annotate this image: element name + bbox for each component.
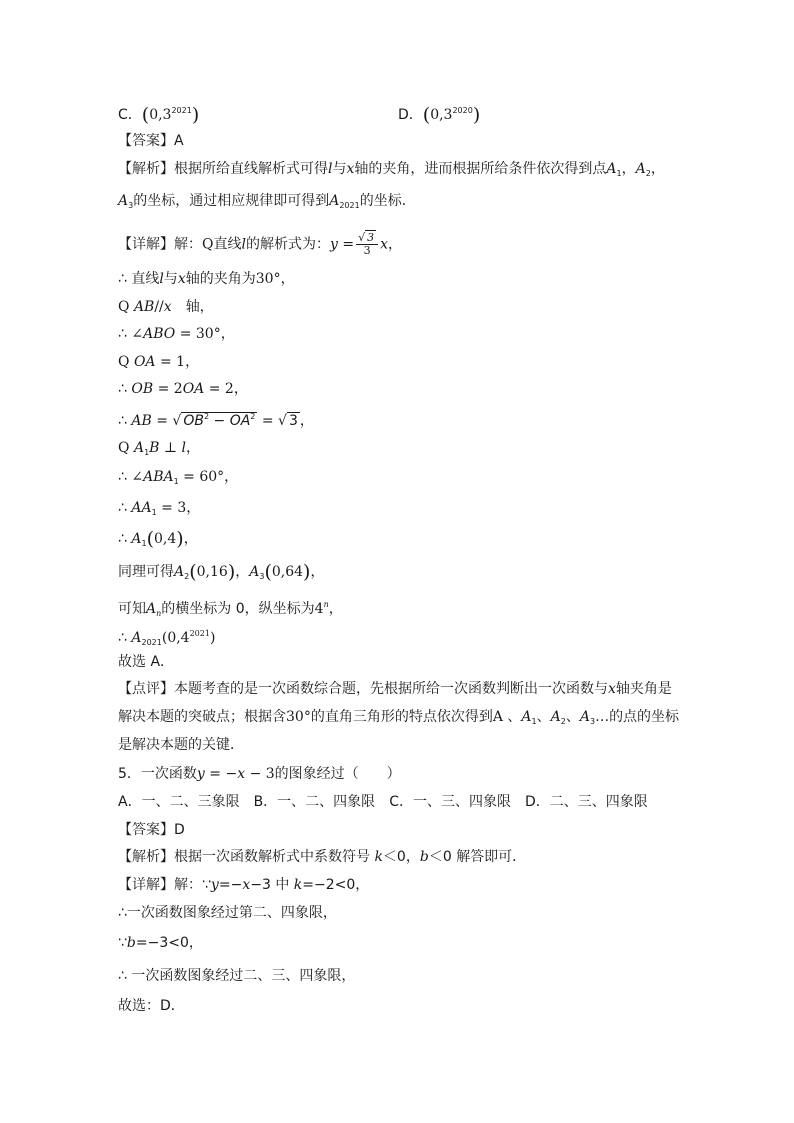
step-pattern: 可知$A_n$的横坐标为 0，纵坐标为4$^n$， bbox=[118, 600, 343, 618]
step-angle-abo: ∴ ∠ABO = 30°， bbox=[118, 326, 235, 342]
analysis-line-2: $A_3$的坐标，通过相应规律即可得到$A_{2021}$的坐标． bbox=[118, 193, 416, 210]
step-angle-aba1: ∴ $\angle ABA_1 = 60^\circ$， bbox=[118, 469, 239, 486]
q5-detail-line-2: ∴一次函数图象经过第二、四象限， bbox=[118, 905, 337, 921]
step-ob: ∴ OB = 2OA = 2， bbox=[118, 381, 248, 397]
q5-detail-line-3: ∵b=−3<0， bbox=[118, 935, 203, 951]
step-angle: ∴ 直线l与x轴的夹角为30°， bbox=[118, 271, 295, 287]
answer-line: 【答案】A bbox=[118, 133, 184, 149]
step-similar: 同理可得$A_2(0,16)$，$A_3(0,64)$， bbox=[118, 561, 325, 583]
step-perp: Q $A_1B$ ⊥ l， bbox=[118, 440, 201, 457]
step-ab: ∴ AB = √ $OB^2 - OA^2$ = √ 3 ， bbox=[118, 412, 314, 429]
step-oa: Q OA = 1， bbox=[118, 354, 200, 370]
detail-line-1: 【详解】解：Q直线l的解析式为：y = $\frac{√ 3}{3}$ x， bbox=[118, 231, 402, 257]
option-c: C．$(0,3^{2021})$ bbox=[118, 104, 200, 126]
option-d: D．$(0,3^{2020})$ bbox=[398, 104, 481, 126]
option-b: B．一、二、四象限 bbox=[253, 794, 376, 810]
option-a: A．一、二、三象限 bbox=[118, 794, 240, 810]
q5-answer-line: 【答案】D bbox=[118, 822, 185, 838]
comment-line-3: 是解决本题的关键． bbox=[118, 737, 244, 753]
step-parallel: Q AB//x 轴， bbox=[118, 299, 214, 315]
q5-analysis-line: 【解析】根据一次函数解析式中系数符号 k＜0，b＜0 解答即可． bbox=[118, 849, 527, 865]
q5-detail-line-1: 【详解】解：∵y=−x−3 中 k=−2<0， bbox=[118, 877, 370, 893]
q5-pick: 故选：D． bbox=[118, 998, 185, 1014]
step-a2021: ∴ $A_{2021}(0,4^{2021})$ bbox=[118, 629, 216, 647]
option-d: D．二、三、四象限 bbox=[524, 794, 648, 810]
comment-line-2: 解决本题的突破点；根据含30°的直角三角形的特点依次得到A 、$A_1$、$A_2$、$A_3\dots$的点的坐标 bbox=[118, 709, 680, 726]
option-c: C．一、三、四象限 bbox=[389, 794, 511, 810]
comment-line-1: 【点评】本题考查的是一次函数综合题，先根据所给一次函数判断出一次函数与x轴夹角是 bbox=[118, 681, 672, 697]
step-a1: ∴ $A_1(0,4)$， bbox=[118, 528, 198, 550]
step-aa1: ∴ $AA_1 = 3$， bbox=[118, 500, 201, 517]
question-5-stem: 5．一次函数y = −x − 3的图象经过（ ） bbox=[118, 766, 401, 782]
q5-detail-line-4: ∴ 一次函数图象经过二、三、四象限， bbox=[118, 968, 356, 984]
pick-answer: 故选 A． bbox=[118, 654, 175, 670]
analysis-line-1: 【解析】根据所给直线解析式可得l与x轴的夹角，进而根据所给条件依次得到点$A_1$，$A_2$， bbox=[118, 161, 665, 178]
question-5-options bbox=[118, 791, 648, 813]
